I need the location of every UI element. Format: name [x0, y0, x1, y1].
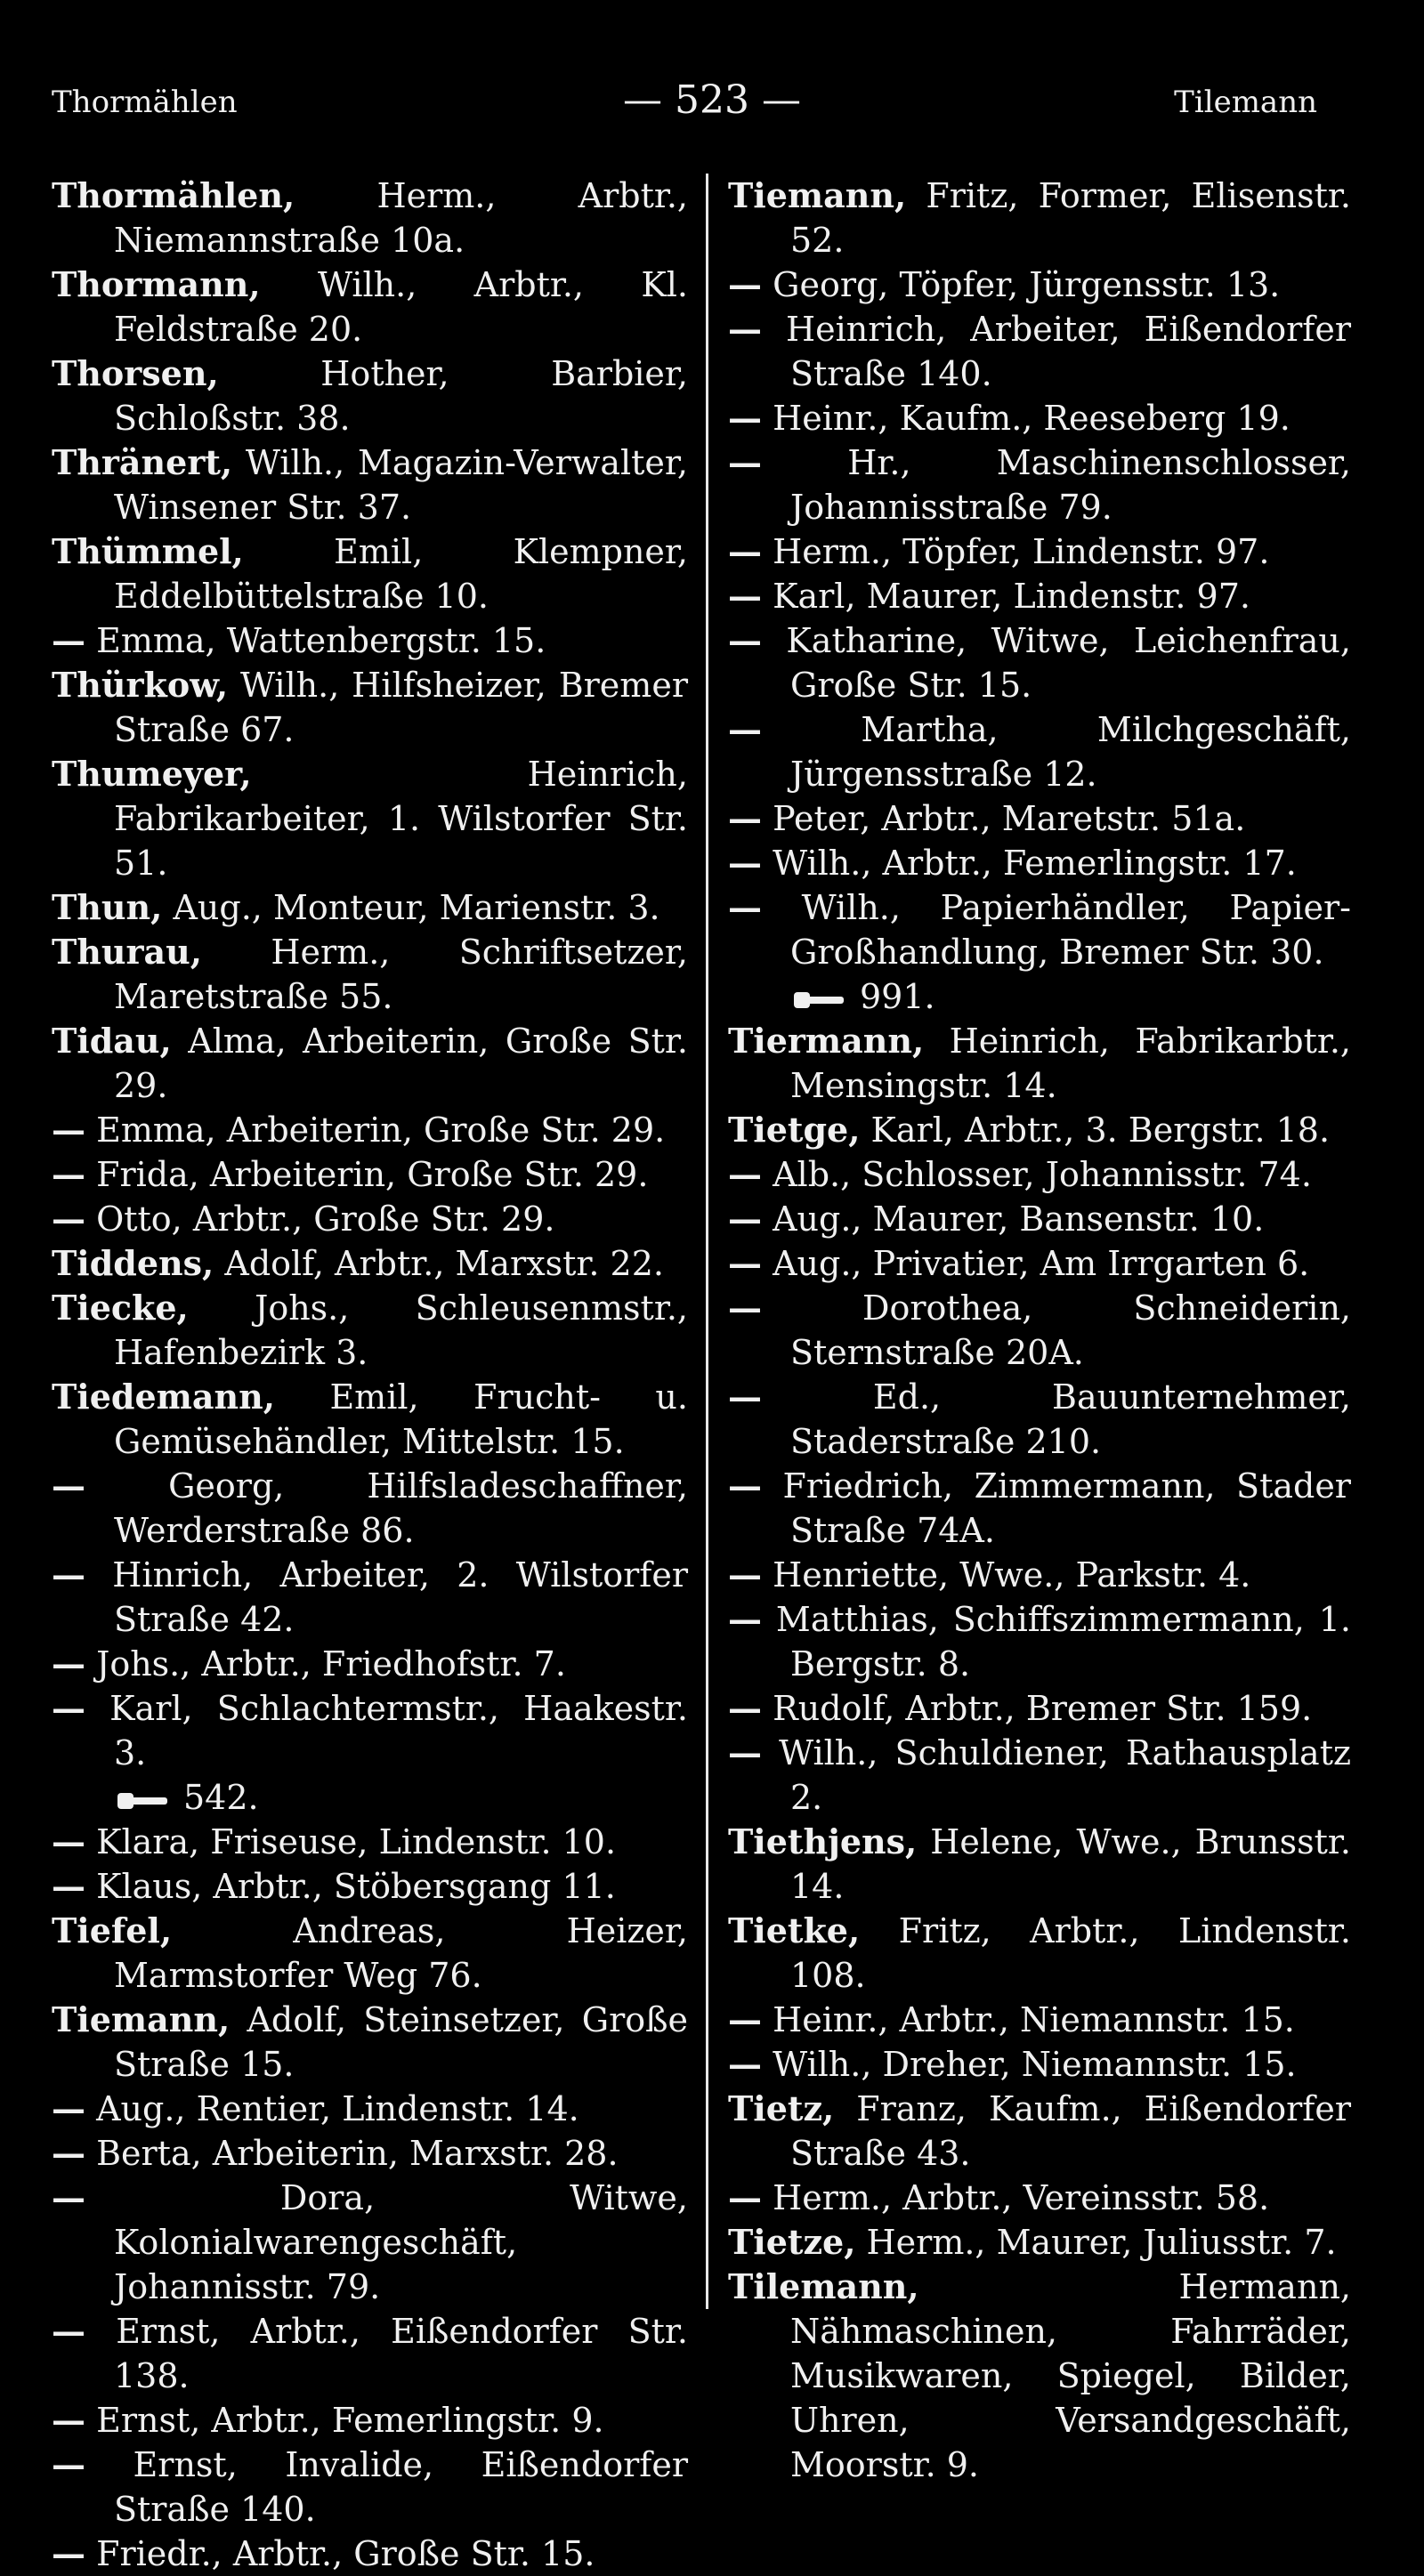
entry-surname: — [52, 2444, 85, 2484]
entry-surname: — [52, 1688, 85, 1728]
entry-surname: — [728, 1377, 762, 1417]
left-column-entry [52, 1019, 688, 1108]
entry-details: Friedr., Arbtr., Große Str. 15. [96, 2534, 595, 2573]
right-column-entry [728, 2042, 1351, 2087]
entry-surname: Tietz, [728, 2088, 835, 2128]
left-column-entry [52, 1553, 688, 1642]
entry-details: Martha, Milchgeschäft, Jürgensstraße 12. [790, 710, 1351, 794]
entry-details: Ernst, Arbtr., Eißendorfer Str. 138. [114, 2312, 688, 2395]
left-column-entry [52, 1686, 688, 1820]
entry-surname: — [52, 2088, 85, 2128]
entry-surname: — [728, 1199, 762, 1239]
entry-details: Fritz, Arbtr., Lindenstr. 108. [790, 1911, 1351, 1995]
left-column-entry [52, 1464, 688, 1553]
right-column-entry [728, 1375, 1351, 1464]
right-column-entry [728, 1597, 1351, 1686]
header-first-entry: Thormählen [52, 85, 238, 120]
left-column-entry [52, 2443, 688, 2532]
entry-surname: Tiermann, [728, 1021, 925, 1061]
entry-details: Otto, Arbtr., Große Str. 29. [96, 1199, 555, 1239]
entry-surname: Tiefel, [52, 1910, 173, 1950]
entry-details: Aug., Rentier, Lindenstr. 14. [96, 2089, 579, 2128]
right-column-entry [728, 1820, 1351, 1909]
entry-details: Johs., Arbtr., Friedhofstr. 7. [96, 1644, 566, 1684]
right-column-entry [728, 1152, 1351, 1197]
entry-details: Herm., Schriftsetzer, Maretstraße 55. [114, 933, 688, 1016]
left-column-entry [52, 2309, 688, 2398]
entry-details: Karl, Arbtr., 3. Bergstr. 18. [870, 1110, 1331, 1150]
entry-surname: Thormählen, [52, 175, 295, 215]
entry-details: Herm., Maurer, Juliusstr. 7. [866, 2223, 1337, 2262]
left-column-entry [52, 1375, 688, 1464]
entry-details: Peter, Arbtr., Maretstr. 51a. [773, 799, 1246, 838]
left-column-entry [52, 2131, 688, 2176]
left-column-entry [52, 1286, 688, 1375]
right-column-entry [728, 529, 1351, 574]
entry-surname: — [52, 1643, 85, 1684]
entry-details: Henriette, Wwe., Parkstr. 4. [773, 1555, 1251, 1595]
right-column-entry [728, 1019, 1351, 1108]
entry-details: Heinrich, Fabrikarbeiter, 1. Wilstorfer Str. 51. [114, 755, 688, 883]
entry-details: Wilh., Dreher, Niemannstr. 15. [773, 2045, 1297, 2084]
entry-surname: — [52, 2311, 85, 2351]
right-column-entry [728, 2087, 1351, 2176]
right-column-entry [728, 796, 1351, 841]
right-column-entry [728, 2265, 1351, 2487]
left-column-entry [52, 930, 688, 1019]
entry-surname: — [728, 442, 762, 482]
entry-surname: — [52, 1821, 85, 1861]
entry-surname: Tietge, [728, 1110, 861, 1150]
entry-surname: — [52, 1466, 85, 1506]
left-column-entry [52, 1241, 688, 1286]
entry-details: Wilh., Arbtr., Kl. Feldstraße 20. [114, 265, 688, 349]
left-column-entry [52, 1197, 688, 1241]
entry-details: Heinrich, Fabrikarbtr., Mensingstr. 14. [790, 1022, 1351, 1105]
right-column-entry [728, 1286, 1351, 1375]
right-column-entry [728, 1553, 1351, 1597]
entry-details: Emma, Wattenbergstr. 15. [96, 621, 546, 660]
right-column [728, 174, 1351, 2484]
left-column-entry [52, 351, 688, 440]
entry-phone-number: 542. [183, 1778, 259, 1817]
entry-surname: — [728, 398, 762, 438]
entry-details: Rudolf, Arbtr., Bremer Str. 159. [773, 1689, 1313, 1728]
entry-surname: — [52, 2533, 85, 2573]
entry-details: Alma, Arbeiterin, Große Str. 29. [114, 1022, 688, 1105]
entry-details: Alb., Schlosser, Johannisstr. 74. [773, 1155, 1312, 1194]
entry-surname: — [52, 1199, 85, 1239]
entry-surname: — [728, 1554, 762, 1595]
entry-surname: — [52, 2400, 85, 2440]
right-column-entry [728, 1686, 1351, 1731]
right-column-entry [728, 1464, 1351, 1553]
entry-details: Klara, Friseuse, Lindenstr. 10. [96, 1822, 617, 1861]
entry-details: Klaus, Arbtr., Stöbersgang 11. [96, 1867, 616, 1906]
entry-surname: — [728, 264, 762, 304]
entry-details: Frida, Arbeiterin, Große Str. 29. [96, 1155, 649, 1194]
entry-details: Heinr., Kaufm., Reeseberg 19. [773, 399, 1290, 438]
entry-surname: — [728, 1154, 762, 1194]
entry-details: Dorothea, Schneiderin, Sternstraße 20A. [790, 1288, 1351, 1372]
left-column-entry [52, 885, 688, 930]
entry-details: Emma, Arbeiterin, Große Str. 29. [96, 1110, 666, 1150]
right-column-entry [728, 2176, 1351, 2220]
entry-surname: — [52, 1554, 85, 1595]
left-column-entry [52, 1820, 688, 1864]
right-column-entry [728, 396, 1351, 440]
entry-details: Andreas, Heizer, Marmstorfer Weg 76. [114, 1911, 688, 1995]
entry-surname: — [52, 1866, 85, 1906]
entry-details: Georg, Hilfsladeschaffner, Werderstraße 86. [114, 1466, 688, 1550]
page-number: — 523 — [623, 77, 801, 123]
entry-details: Adolf, Steinsetzer, Große Straße 15. [114, 2000, 688, 2084]
directory-columns [52, 174, 1351, 2573]
right-column-entry [728, 618, 1351, 707]
right-column-entry [728, 1998, 1351, 2042]
entry-surname: — [728, 1999, 762, 2039]
entry-surname: — [52, 1154, 85, 1194]
right-column-entry [728, 1197, 1351, 1241]
left-column-entry [52, 663, 688, 752]
telephone-icon [114, 1789, 171, 1813]
right-column-entry [728, 841, 1351, 885]
entry-details: Wilh., Papierhändler, Papier-Großhandlung, Bremer Str. 30. [790, 888, 1351, 972]
entry-details: Franz, Kaufm., Eißendorfer Straße 43. [790, 2089, 1351, 2173]
entry-details: Dora, Witwe, Kolonialwarengeschäft, Johannisstr. 79. [114, 2178, 688, 2306]
entry-details: Fritz, Former, Elisenstr. 52. [790, 176, 1351, 260]
entry-surname: Tilemann, [728, 2266, 919, 2306]
entry-surname: Tiecke, [52, 1288, 189, 1328]
entry-details: Hother, Barbier, Schloßstr. 38. [114, 354, 688, 438]
entry-surname: Thorsen, [52, 353, 219, 393]
left-column [52, 174, 688, 2573]
entry-surname: Thränert, [52, 442, 233, 482]
right-column-entry [728, 174, 1351, 262]
entry-surname: — [728, 1599, 762, 1639]
entry-surname: — [52, 2133, 85, 2173]
left-column-entry [52, 440, 688, 529]
entry-surname: — [52, 2177, 85, 2217]
entry-details: Georg, Töpfer, Jürgensstr. 13. [773, 265, 1281, 304]
right-column-entry [728, 262, 1351, 307]
entry-surname: Tietze, [728, 2222, 856, 2262]
left-column-entry [52, 1152, 688, 1197]
entry-surname: Tiedemann, [52, 1377, 275, 1417]
column-divider [706, 174, 708, 2309]
entry-surname: — [728, 709, 762, 749]
entry-surname: — [728, 2044, 762, 2084]
right-column-entry [728, 885, 1351, 1019]
entry-surname: Thürkow, [52, 665, 229, 705]
header-last-entry: Tilemann [1174, 85, 1317, 120]
entry-surname: Tiemann, [728, 175, 907, 215]
left-column-entry [52, 618, 688, 663]
entry-surname: — [728, 1732, 762, 1773]
entry-surname: Thun, [52, 887, 163, 927]
entry-details: Ernst, Invalide, Eißendorfer Straße 140. [114, 2445, 688, 2529]
entry-details: Johs., Schleusenmstr., Hafenbezirk 3. [114, 1288, 688, 1372]
left-column-entry [52, 2176, 688, 2309]
entry-details: Aug., Maurer, Bansenstr. 10. [773, 1199, 1265, 1239]
entry-surname: Thümmel, [52, 531, 244, 571]
entry-details: Wilh., Magazin-Verwalter, Winsener Str. 37. [114, 443, 688, 527]
entry-surname: Tietke, [728, 1910, 861, 1950]
right-column-entry [728, 574, 1351, 618]
entry-details: Hinrich, Arbeiter, 2. Wilstorfer Straße 42. [112, 1555, 688, 1639]
entry-surname: — [52, 1110, 85, 1150]
entry-details: Wilh., Hilfsheizer, Bremer Straße 67. [114, 666, 688, 749]
entry-surname: — [728, 1288, 762, 1328]
entry-details: Karl, Maurer, Lindenstr. 97. [773, 577, 1250, 616]
left-column-entry [52, 2532, 688, 2576]
right-column-entry [728, 1241, 1351, 1286]
left-column-entry [52, 1642, 688, 1686]
entry-details: Aug., Monteur, Marienstr. 3. [173, 888, 660, 927]
entry-surname: Tiemann, [52, 1999, 231, 2039]
entry-details: Adolf, Arbtr., Marxstr. 22. [224, 1244, 664, 1283]
left-column-entry [52, 752, 688, 885]
entry-surname: Tiethjens, [728, 1821, 918, 1861]
entry-surname: — [728, 1466, 762, 1506]
right-column-entry [728, 1909, 1351, 1998]
left-column-entry [52, 1108, 688, 1152]
entry-surname: — [728, 309, 762, 349]
entry-details: Matthias, Schiffszimmermann, 1. Bergstr. 8. [775, 1600, 1351, 1684]
entry-surname: — [728, 798, 762, 838]
entry-surname: — [728, 1243, 762, 1283]
left-column-entry [52, 2087, 688, 2131]
right-column-entry [728, 307, 1351, 396]
entry-details: Ernst, Arbtr., Femerlingstr. 9. [96, 2401, 604, 2440]
entry-details: Karl, Schlachtermstr., Haakestr. 3. [109, 1689, 688, 1773]
entry-surname: — [728, 531, 762, 571]
left-column-entry [52, 262, 688, 351]
entry-surname: Tiddens, [52, 1243, 214, 1283]
entry-details: Emil, Frucht- u. Gemüsehändler, Mittelstr. 15. [114, 1377, 688, 1461]
left-column-entry [52, 174, 688, 262]
page-header [0, 77, 1424, 138]
entry-surname: — [728, 843, 762, 883]
entry-details: Wilh., Schuldiener, Rathausplatz 2. [779, 1733, 1351, 1817]
entry-surname: — [52, 620, 85, 660]
entry-surname: — [728, 1688, 762, 1728]
entry-surname: Thumeyer, [52, 754, 252, 794]
entry-details: Herm., Arbtr., Vereinsstr. 58. [773, 2178, 1270, 2217]
entry-details: Wilh., Arbtr., Femerlingstr. 17. [773, 844, 1297, 883]
entry-details: Herm., Töpfer, Lindenstr. 97. [773, 532, 1270, 571]
left-column-entry [52, 1909, 688, 1998]
entry-details: Hr., Maschinenschlosser, Johannisstraße 79. [790, 443, 1351, 527]
entry-details: Friedrich, Zimmermann, Stader Straße 74A. [782, 1466, 1351, 1550]
entry-surname: — [728, 620, 762, 660]
left-column-entry [52, 2398, 688, 2443]
entry-surname: — [728, 2177, 762, 2217]
entry-surname: — [728, 576, 762, 616]
left-column-entry [52, 529, 688, 618]
right-column-entry [728, 1731, 1351, 1820]
entry-surname: Thurau, [52, 932, 203, 972]
telephone-icon [790, 989, 847, 1012]
right-column-entry [728, 440, 1351, 529]
left-column-entry [52, 1864, 688, 1909]
entry-phone-number: 991. [860, 977, 935, 1016]
right-column-entry [728, 1108, 1351, 1152]
entry-surname: Tidau, [52, 1021, 172, 1061]
entry-details: Herm., Arbtr., Niemannstraße 10a. [114, 176, 688, 260]
right-column-entry [728, 707, 1351, 796]
entry-details: Emil, Klempner, Eddelbüttelstraße 10. [114, 532, 688, 616]
entry-details: Heinrich, Arbeiter, Eißendorfer Straße 140. [785, 310, 1351, 393]
entry-details: Helene, Wwe., Brunsstr. 14. [790, 1822, 1351, 1906]
entry-details: Heinr., Arbtr., Niemannstr. 15. [773, 2000, 1295, 2039]
entry-details: Berta, Arbeiterin, Marxstr. 28. [96, 2134, 619, 2173]
entry-details: Katharine, Witwe, Leichenfrau, Große Str. 15. [786, 621, 1351, 705]
entry-surname: — [728, 887, 762, 927]
right-column-entry [728, 2220, 1351, 2265]
entry-details: Ed., Bauunternehmer, Staderstraße 210. [790, 1377, 1351, 1461]
entry-details: Aug., Privatier, Am Irrgarten 6. [773, 1244, 1310, 1283]
left-column-entry [52, 1998, 688, 2087]
entry-details: Hermann, Nähmaschinen, Fahrräder, Musikwaren, Spiegel, Bilder, Uhren, Versandgeschäft, Moorstr. 9. [790, 2267, 1351, 2484]
entry-surname: Thormann, [52, 264, 261, 304]
